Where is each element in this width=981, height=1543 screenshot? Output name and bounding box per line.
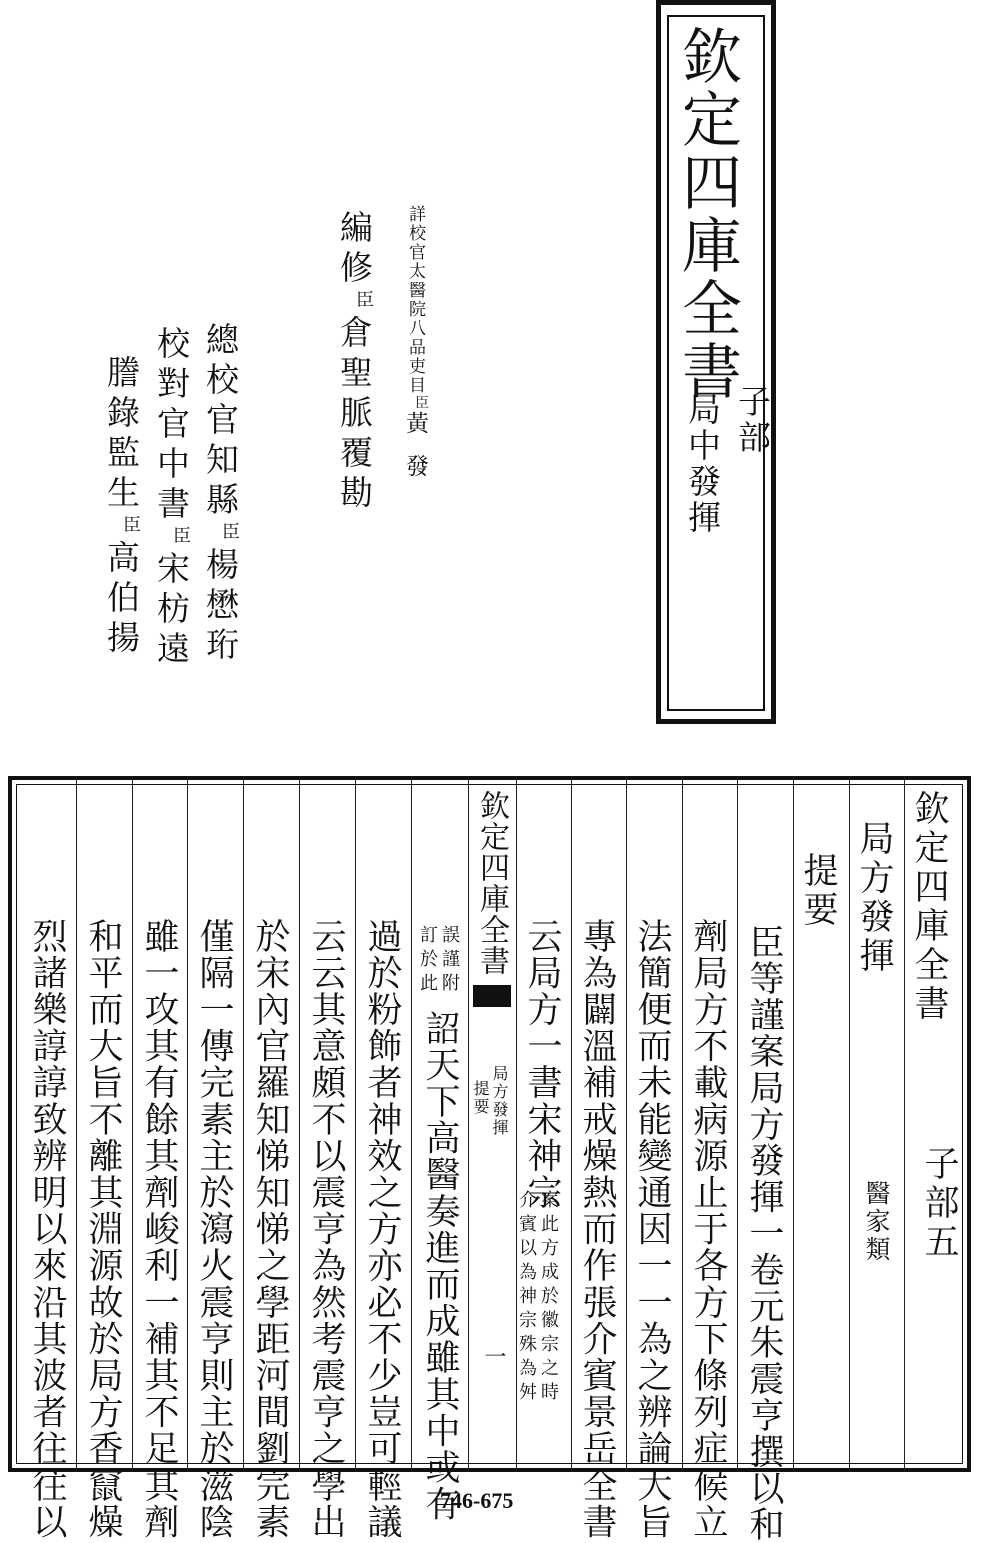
text-column-13: 烈諸樂諄諄致辨明以來沿其波者往往以 <box>27 918 67 1541</box>
subcategory: 醫家類 <box>862 1180 891 1264</box>
credit-proofreader <box>403 205 428 479</box>
text-column-11: 雖一攻其有餘其劑峻利一補其不足其劑 <box>139 918 179 1541</box>
text-column-8: 云云其意頗不以震亨為然考震亨之學出 <box>306 918 346 1541</box>
text-column-9: 於宋內官羅知悌知悌之學距河間劉完素 <box>250 918 290 1541</box>
credit-copyist <box>102 355 141 660</box>
note-top-b: 訂於此 <box>417 925 438 997</box>
spine-section: 提要 <box>471 1080 490 1116</box>
column-rule <box>904 776 905 1472</box>
chief-title: 總校官知縣 <box>201 322 240 522</box>
title-slip <box>656 0 776 724</box>
chief-chen: 臣 <box>219 522 240 547</box>
proofreader-name-2: 發 <box>402 454 428 479</box>
column-rule <box>468 776 469 1472</box>
column-rule <box>132 776 133 1472</box>
collator-chen: 臣 <box>170 526 191 551</box>
editor-title: 編修 <box>335 210 374 290</box>
collator-name: 宋枋遠 <box>152 551 191 671</box>
page-header-title: 欽定四庫全書 <box>909 790 949 1024</box>
column-rule <box>355 776 356 1472</box>
slip-book-title: 局中發揮 <box>683 392 722 536</box>
text-column-5: 云局方一書宋神宗 <box>522 918 562 1211</box>
spine-book-title: 局方發揮 <box>490 1065 509 1137</box>
column-rule <box>411 776 412 1472</box>
credit-collator <box>152 326 191 671</box>
slip-category: 子部 <box>733 384 772 456</box>
column-rule <box>243 776 244 1472</box>
editor-name: 倉聖脈覆勘 <box>335 315 374 515</box>
text-column-4: 專為闢溫補戒燥熱而作張介賓景岳全書 <box>577 918 617 1541</box>
credit-editor <box>335 210 374 515</box>
column-rule <box>571 776 572 1472</box>
proofreader-chen: 臣 <box>413 395 429 411</box>
column-rule <box>299 776 300 1472</box>
page-category: 子部五 <box>919 1145 959 1262</box>
editor-chen: 臣 <box>353 290 374 315</box>
text-column-6: 詔天下高醫奏進而成雖其中或有 <box>420 1010 460 1523</box>
collator-title: 校對官中書 <box>152 326 191 526</box>
credit-chief-proofreader <box>201 322 240 667</box>
text-column-12: 和平而大旨不離其淵源故於局方香竄燥 <box>83 918 123 1541</box>
column-rule <box>76 776 77 1472</box>
proofreader-name-1: 黃 <box>402 411 428 436</box>
slip-main-title: 欽定四庫全書 <box>672 25 742 403</box>
spine-folio: 一 <box>481 1345 506 1369</box>
annotation-column-1: 案此方成於徽宗之時 <box>538 1190 559 1406</box>
spine-title: 欽定四庫全書 <box>474 790 509 976</box>
column-rule <box>682 776 683 1472</box>
column-rule <box>187 776 188 1472</box>
text-column-10: 僅隔一傳完素主於瀉火震亨則主於滋陰 <box>194 918 234 1541</box>
text-column-7: 過於粉飾者神效之方亦必不少豈可輕議 <box>362 918 402 1541</box>
text-column-3: 法簡便而未能變通因一一為之辨論大旨 <box>632 918 672 1541</box>
book-title: 局方發揮 <box>854 820 894 976</box>
text-column-2: 劑局方不載病源止于各方下條列症候立 <box>688 918 728 1541</box>
column-rule <box>793 776 794 1472</box>
copyist-name: 高伯揚 <box>102 540 141 660</box>
column-rule <box>626 776 627 1472</box>
note-top-a: 誤謹附 <box>439 925 460 997</box>
annotation-column-2: 介賓以為神宗殊為舛 <box>516 1190 537 1406</box>
copyist-chen: 臣 <box>120 515 141 540</box>
copyist-title: 謄錄監生 <box>102 355 141 515</box>
chief-name: 楊懋珩 <box>201 547 240 667</box>
tiyao-heading: 提要 <box>798 852 838 930</box>
spine-fishtail <box>473 985 511 1007</box>
page-number: 746-675 <box>440 1488 514 1513</box>
proofreader-title: 詳校官太醫院八品吏目 <box>405 205 425 395</box>
column-rule <box>849 776 850 1472</box>
column-rule <box>737 776 738 1472</box>
text-column-1: 臣等謹案局方發揮一卷元朱震亨撰以和 <box>744 924 784 1543</box>
